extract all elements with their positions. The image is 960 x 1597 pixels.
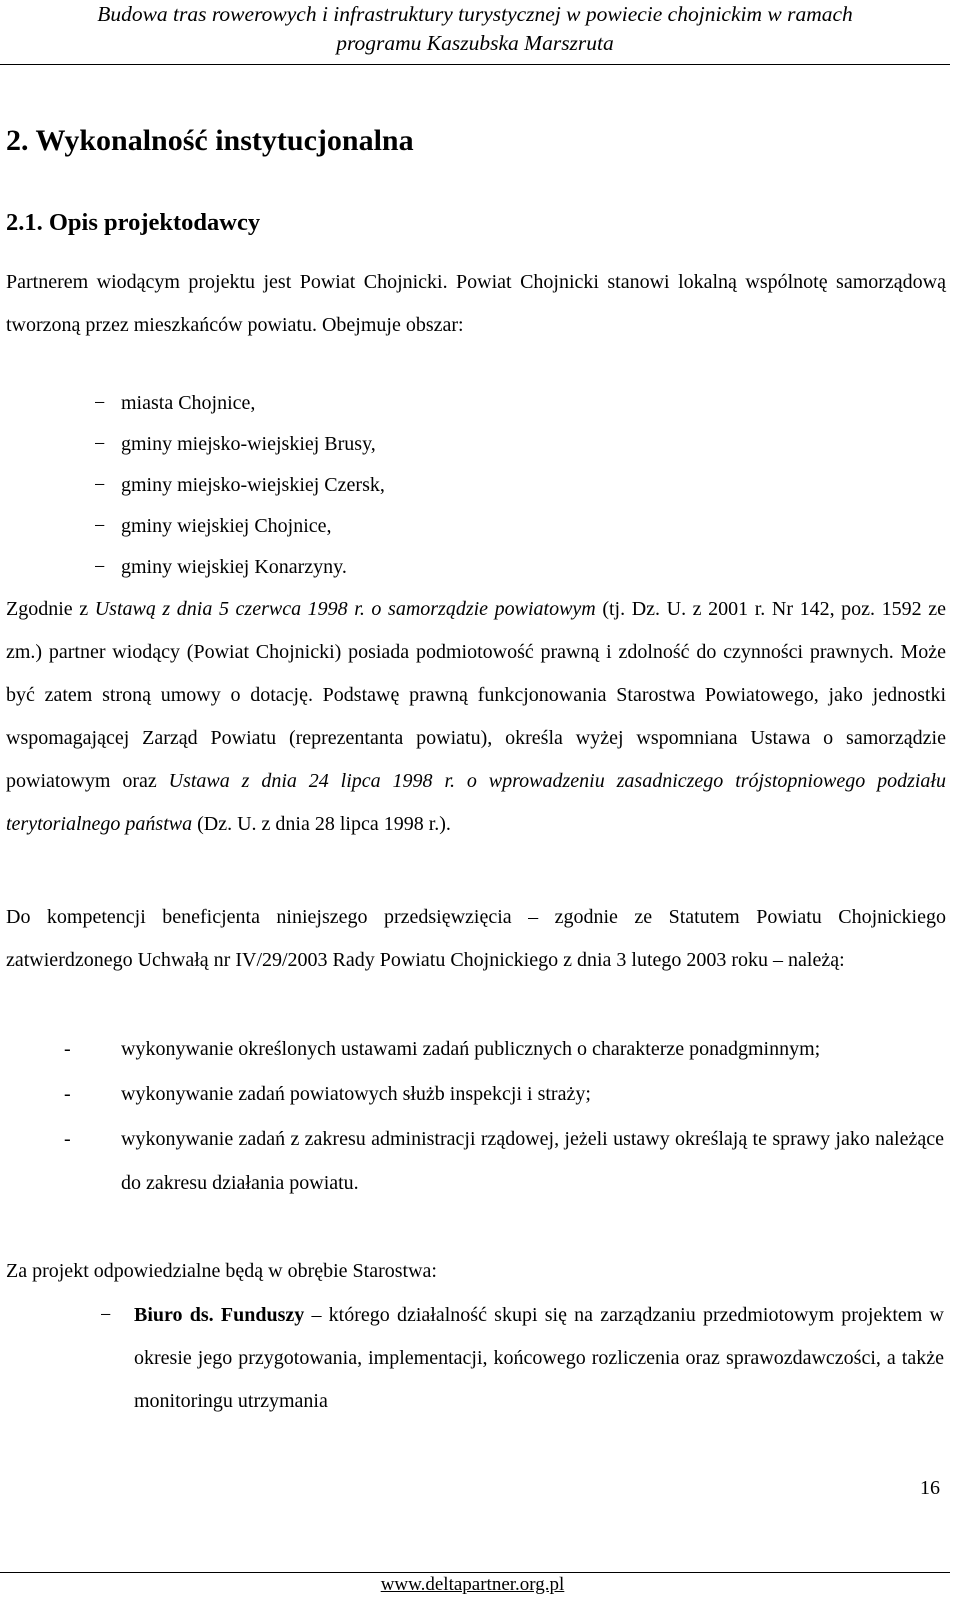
legal-text: (Dz. U. z dnia 28 lipca 1998 r.).: [192, 813, 451, 835]
list-item: [0, 465, 950, 506]
dash-bullet: −: [94, 392, 106, 414]
list-item: [0, 547, 950, 588]
list-item-text: wykonywanie zadań z zakresu administracji rządowej, jeżeli ustawy określają te sprawy jako należące do zakresu działania powiatu.: [121, 1128, 944, 1194]
running-header: [0, 0, 950, 58]
dash-bullet: -: [64, 1083, 71, 1105]
unit-name: Biuro ds. Funduszy: [134, 1304, 305, 1326]
competence-list: [0, 1027, 950, 1206]
dash-bullet: −: [94, 433, 106, 455]
footer-link[interactable]: www.deltapartner.org.pl: [380, 1574, 565, 1595]
responsibility-paragraph: Za projekt odpowiedzialne będą w obrębie Starostwa:: [6, 1260, 437, 1282]
list-item-text: wykonywanie zadań powiatowych służb inspekcji i straży;: [121, 1083, 591, 1105]
list-item: [0, 383, 950, 424]
list-item: [0, 1027, 950, 1071]
dash-bullet: −: [100, 1304, 112, 1326]
header-rule: [0, 64, 950, 65]
list-item-text: gminy miejsko-wiejskiej Brusy,: [121, 433, 376, 455]
running-header-line-2: programu Kaszubska Marszruta: [336, 31, 614, 55]
list-item-text: gminy miejsko-wiejskiej Czersk,: [121, 474, 385, 496]
dash-bullet: -: [64, 1128, 71, 1150]
list-item: [0, 1117, 950, 1205]
competence-paragraph: Do kompetencji beneficjenta niniejszego przedsięwzięcia – zgodnie ze Statutem Powiatu Chojnickiego zatwierdzonego Uchwałą nr IV/29/2003 Rady Powiatu Chojnickiego z dnia 3 lutego 2003 roku – należą:: [6, 906, 946, 971]
law-reference: Ustawą z dnia 5 czerwca 1998 r. o samorządzie powiatowym: [94, 598, 596, 620]
list-item-text: gminy wiejskiej Chojnice,: [121, 515, 332, 537]
list-item-text: miasta Chojnice,: [121, 392, 256, 414]
list-item: [0, 506, 950, 547]
legal-text: Zgodnie z: [6, 598, 95, 620]
dash-bullet: −: [94, 556, 106, 578]
page-number: 16: [920, 1477, 940, 1499]
area-list: [0, 383, 950, 588]
legal-basis-paragraph: [6, 588, 946, 846]
list-item: [0, 1294, 950, 1423]
dash-bullet: −: [94, 515, 106, 537]
dash-bullet: -: [64, 1038, 71, 1060]
subsection-title: 2.1. Opis projektodawcy: [6, 209, 261, 236]
list-item: [0, 424, 950, 465]
section-title: 2. Wykonalność instytucjonalna: [6, 124, 414, 157]
legal-text: (tj. Dz. U. z 2001 r. Nr 142, poz. 1592 ze zm.) partner wiodący (Powiat Chojnicki) posiada podmiotowość prawną i zdolność do czynności prawnych. Może być zatem stroną umowy o dotację. Podstawę prawną funkcjonowania Starostwa Powiatowego, jako jednostki wspomagającej Zarząd Powiatu (reprezentanta powiatu), określa wyżej wspomniana Ustawa o samorządzie powiatowym oraz: [6, 598, 946, 792]
dash-bullet: −: [94, 474, 106, 496]
list-item: [0, 1072, 950, 1116]
list-item-text: wykonywanie określonych ustawami zadań publicznych o charakterze ponadgminnym;: [121, 1038, 821, 1060]
running-header-line-1: Budowa tras rowerowych i infrastruktury turystycznej w powiecie chojnickim w ramach: [97, 2, 853, 26]
unit-description: – którego działalność skupi się na zarządzaniu przedmiotowym projektem w okresie jego przygotowania, implementacji, końcowego rozliczenia oraz sprawozdawczości, a także monitoringu utrzymania: [134, 1304, 945, 1412]
intro-paragraph: Partnerem wiodącym projektu jest Powiat Chojnicki. Powiat Chojnicki stanowi lokalną wspólnotę samorządową tworzoną przez mieszkańców powiatu. Obejmuje obszar:: [6, 271, 946, 336]
list-item-text: gminy wiejskiej Konarzyny.: [121, 556, 347, 578]
unit-list: [0, 1294, 950, 1423]
law-reference: Ustawa z dnia 24 lipca 1998 r. o wprowadzeniu zasadniczego trójstopniowego podziału terytorialnego państwa: [6, 770, 946, 835]
